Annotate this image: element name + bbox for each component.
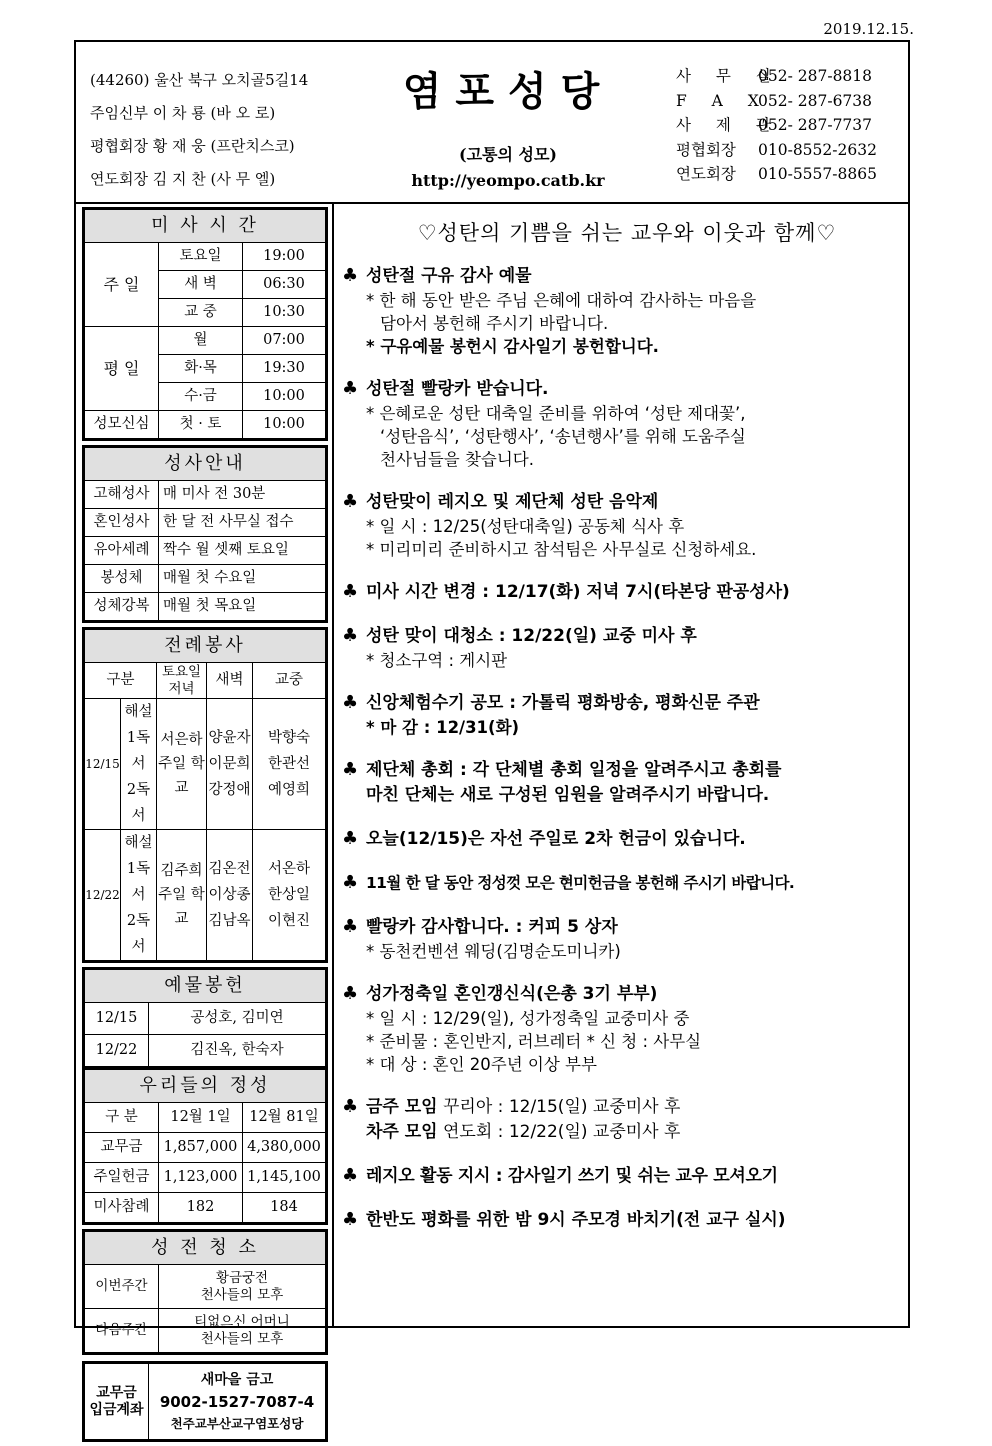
liturgy-service: 전례봉사 구분 토요일 저녁 새벽 교중 12/15 해설 1독서 2독서 서은하 주일 학교 양윤자 이문희 강정애 박향숙 한관선 예영희 12/22 해설 1독서 2독서 김주희 주일 학교 김온전 이상종 김남옥 서온하 한상일 이현진 — [82, 627, 328, 963]
club-icon: ♣ — [342, 265, 359, 286]
main-title: ♡성탄의 기쁨을 쉬는 교우와 이웃과 함께♡ — [417, 221, 837, 245]
club-icon: ♣ — [342, 828, 359, 849]
section-title: 미 사 시 간 — [85, 210, 326, 243]
account-number: 9002-1527-7087-4 — [159, 1392, 315, 1411]
club-icon: ♣ — [342, 378, 359, 399]
bank-account: 교무금 입금계좌 새마을 금고 9002-1527-7087-4 천주교부산교구염포성당 — [82, 1361, 328, 1442]
announcement-item: ♣ 레지오 활동 지시 : 감사일기 쓰기 및 쉬는 교우 모셔오기 — [342, 1165, 778, 1186]
bank-name: 새마을 금고 — [200, 1371, 274, 1388]
contact-row: 사 무 실052- 287-8818 — [676, 67, 873, 85]
announcement-item: ♣ 성탄절 빨랑카 받습니다. * 은혜로운 성탄 대축일 준비를 위하여 ‘성탄 제대꽃’, ‘성탄음식’, ‘성탄행사’, ‘송년행사’를 위해 도움주실 천사님들을 찾습니다. — [342, 378, 746, 469]
contact-row: 평협회장 010-8552-2632 — [676, 140, 877, 159]
parish-subtitle — [388, 142, 628, 194]
yeondo-president: 연도회장 김 지 찬 (사 무 엘) — [90, 170, 276, 188]
header — [76, 42, 908, 204]
club-icon: ♣ — [342, 916, 359, 937]
club-icon: ♣ — [342, 1209, 359, 1230]
club-icon: ♣ — [342, 872, 358, 893]
announcement-item: ♣ 미사 시간 변경 : 12/17(화) 저녁 7시(타본당 판공성사) — [342, 581, 790, 602]
club-icon: ♣ — [342, 491, 359, 512]
parish-title: 염포성당 — [402, 69, 614, 115]
club-icon: ♣ — [342, 1165, 358, 1186]
contact-row: F A X052- 287-6738 — [676, 91, 873, 110]
section-title: 예물봉헌 — [85, 970, 326, 1003]
announcement-item: ♣ 신앙체험수기 공모 : 가톨릭 평화방송, 평화신문 주관 * 마 감 : 12/31(화) — [342, 692, 760, 737]
cleaning: 성 전 청 소 이번주간 황금궁전 천사들의 모후 다음주간 티없으신 어머니 천사들의 모후 — [82, 1229, 328, 1355]
contacts — [676, 64, 877, 187]
club-icon: ♣ — [342, 1096, 359, 1117]
pastor: 주임신부 이 차 룡 (바 오 로) — [90, 104, 276, 122]
club-icon: ♣ — [342, 759, 359, 780]
parish-info — [90, 64, 308, 196]
contact-row: 사 제 관052- 287-7737 — [676, 116, 873, 134]
announcement-item: ♣ 빨랑카 감사합니다. : 커피 5 상자 * 동천컨벤션 웨딩(김명순도미니카) — [342, 916, 621, 961]
announcement-item: ♣ 오늘(12/15)은 자선 주일로 2차 헌금이 있습니다. — [342, 828, 746, 849]
mass-times: 미 사 시 간 주 일 토요일 19:00 새 벽 06:30 교 중 10:30 평 일 월 07:00 화·목 19:30 수·금 10:00 성모신심 첫 · 토 10:00 — [82, 207, 328, 441]
liturgy-week: 12/22 해설 1독서 2독서 김주희 주일 학교 김온전 이상종 김남옥 서온하 한상일 이현진 — [85, 830, 326, 961]
announcement-item: ♣ 성탄 맞이 대청소 : 12/22(일) 교중 미사 후 * 청소구역 : 게시판 — [342, 625, 697, 670]
announcement-item: ♣ 성가정축일 혼인갱신식(은총 3기 부부) * 일 시 : 12/29(일), 성가정축일 교중미사 중 * 준비물 : 혼인반지, 러브레터 * 신 청 : 사무실 * 대 상 : 혼인 20주년 이상 부부 — [342, 983, 702, 1074]
club-icon: ♣ — [342, 581, 359, 602]
announcement-item: ♣ 11월 한 달 동안 정성껏 모은 현미헌금을 봉헌해 주시기 바랍니다. — [342, 872, 795, 893]
bulletin-date: 2019.12.15. — [823, 20, 914, 38]
offering: 예물봉헌 12/15 공성호, 김미연 12/22 김진옥, 한숙자 — [82, 967, 328, 1069]
sacrament-guide: 성사안내 고해성사 매 미사 전 30분 혼인성사 한 달 전 사무실 접수 유아세례 짝수 월 셋째 토요일 봉성체 매월 첫 수요일 성체강복 매월 첫 목요일 — [82, 445, 328, 623]
contact-row: 연도회장 010-5557-8865 — [676, 165, 877, 183]
section-title: 우리들의 정성 — [85, 1070, 326, 1103]
section-title: 성 전 청 소 — [85, 1232, 326, 1265]
announcement-item: ♣ 금주 모임 꾸리아 : 12/15(일) 교중미사 후 차주 모임 연도회 : 12/22(일) 교중미사 후 — [342, 1096, 681, 1142]
announcement-item: ♣ 성탄맞이 레지오 및 제단체 성탄 음악제 * 일 시 : 12/25(성탄대축일) 공동체 식사 후 * 미리미리 준비하시고 참석팀은 사무실로 신청하세요. — [342, 491, 757, 559]
club-icon: ♣ — [342, 983, 359, 1004]
section-title: 성사안내 — [85, 448, 326, 481]
patron: (고통의 성모) — [459, 145, 557, 164]
section-title: 전례봉사 — [85, 630, 326, 663]
column-divider — [332, 202, 334, 1328]
council-president: 평협회장 황 재 웅 (프란치스코) — [90, 137, 295, 155]
finance: 우리들의 정성 구 분 12월 1일 12월 81일 교무금 1,857,000 4,380,000 주일헌금 1,123,000 1,145,100 미사참례 182 184 — [82, 1069, 328, 1225]
account-holder: 천주교부산교구염포성당 — [170, 1415, 304, 1431]
announcements — [342, 217, 912, 1251]
bulletin-frame — [74, 40, 910, 1431]
address: (44260) 울산 북구 오치골5길14 — [90, 71, 309, 89]
website-link[interactable]: http://yeompo.catb.kr — [411, 171, 605, 190]
left-column — [82, 207, 328, 1446]
announcement-item: ♣ 제단체 총회 : 각 단체별 총회 일정을 알려주시고 총회를 마친 단체는 새로 구성된 임원을 알려주시기 바랍니다. — [342, 759, 782, 805]
liturgy-week: 12/15 해설 1독서 2독서 서은하 주일 학교 양윤자 이문희 강정애 박향숙 한관선 예영희 — [85, 699, 326, 830]
announcement-item: ♣ 성탄절 구유 감사 예물 * 한 해 동안 받은 주님 은혜에 대하여 감사하는 마음을 담아서 봉헌해 주시기 바랍니다. * 구유예물 봉헌시 감사일기 봉헌합니다. — [342, 265, 757, 356]
club-icon: ♣ — [342, 625, 359, 646]
club-icon: ♣ — [342, 692, 359, 713]
announcement-item: ♣ 한반도 평화를 위한 밤 9시 주모경 바치기(전 교구 실시) — [342, 1209, 786, 1230]
